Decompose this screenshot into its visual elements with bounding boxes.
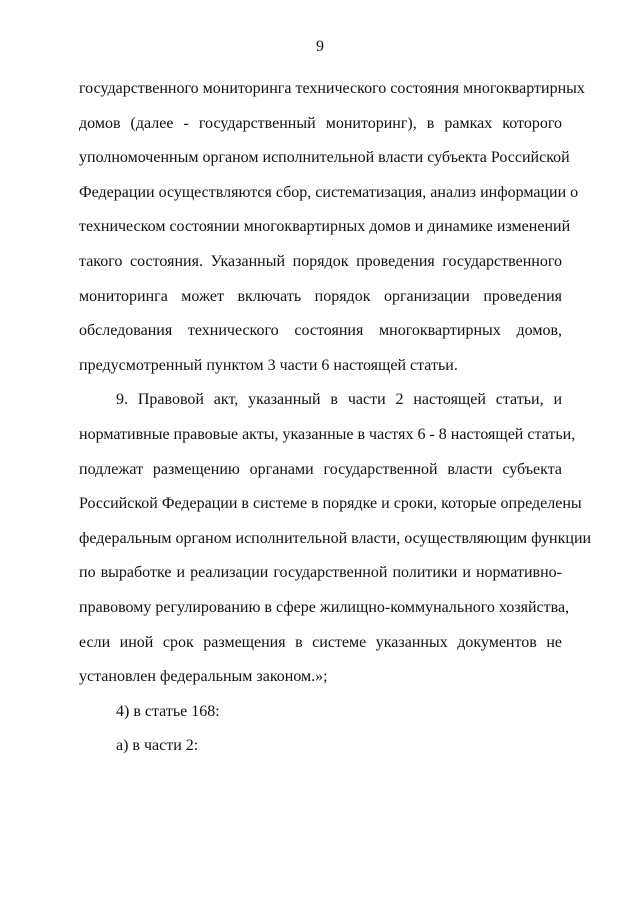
text-line: домов (далее - государственный мониторинг), в рамках которого bbox=[79, 114, 562, 132]
text-line: Российской Федерации в системе в порядке и сроки, которые определены bbox=[79, 495, 582, 513]
text-line: если иной срок размещения в системе указанных документов не bbox=[79, 633, 562, 651]
text-line: уполномоченным органом исполнительной власти субъекта Российской bbox=[79, 149, 570, 167]
text-line: федеральным органом исполнительной власти, осуществляющим функции bbox=[79, 529, 592, 547]
text-line: подлежат размещению органами государственной власти субъекта bbox=[79, 460, 562, 478]
page-number: 9 bbox=[316, 38, 324, 55]
text-line: предусмотренный пунктом 3 части 6 настоящей статьи. bbox=[79, 356, 458, 374]
text-line: 4) в статье 168: bbox=[116, 702, 220, 720]
text-line: Федерации осуществляются сбор, систематизация, анализ информации о bbox=[79, 183, 579, 201]
text-line: а) в части 2: bbox=[116, 737, 199, 755]
text-line: техническом состоянии многоквартирных домов и динамике изменений bbox=[79, 218, 571, 236]
text-line: по выработке и реализации государственной политики и нормативно- bbox=[79, 564, 562, 582]
text-line: обследования технического состояния многоквартирных домов, bbox=[79, 322, 562, 340]
text-line: 9. Правовой акт, указанный в части 2 настоящей статьи, и bbox=[116, 391, 562, 409]
text-line: нормативные правовые акты, указанные в частях 6 - 8 настоящей статьи, bbox=[79, 425, 576, 443]
text-line: мониторинга может включать порядок организации проведения bbox=[79, 287, 562, 305]
document-body bbox=[79, 72, 592, 764]
text-line: установлен федеральным законом.»; bbox=[79, 668, 328, 686]
text-line: государственного мониторинга технического состояния многоквартирных bbox=[79, 80, 585, 97]
text-line: такого состояния. Указанный порядок проведения государственного bbox=[79, 252, 562, 270]
text-line: правовому регулированию в сфере жилищно-коммунального хозяйства, bbox=[79, 598, 570, 616]
